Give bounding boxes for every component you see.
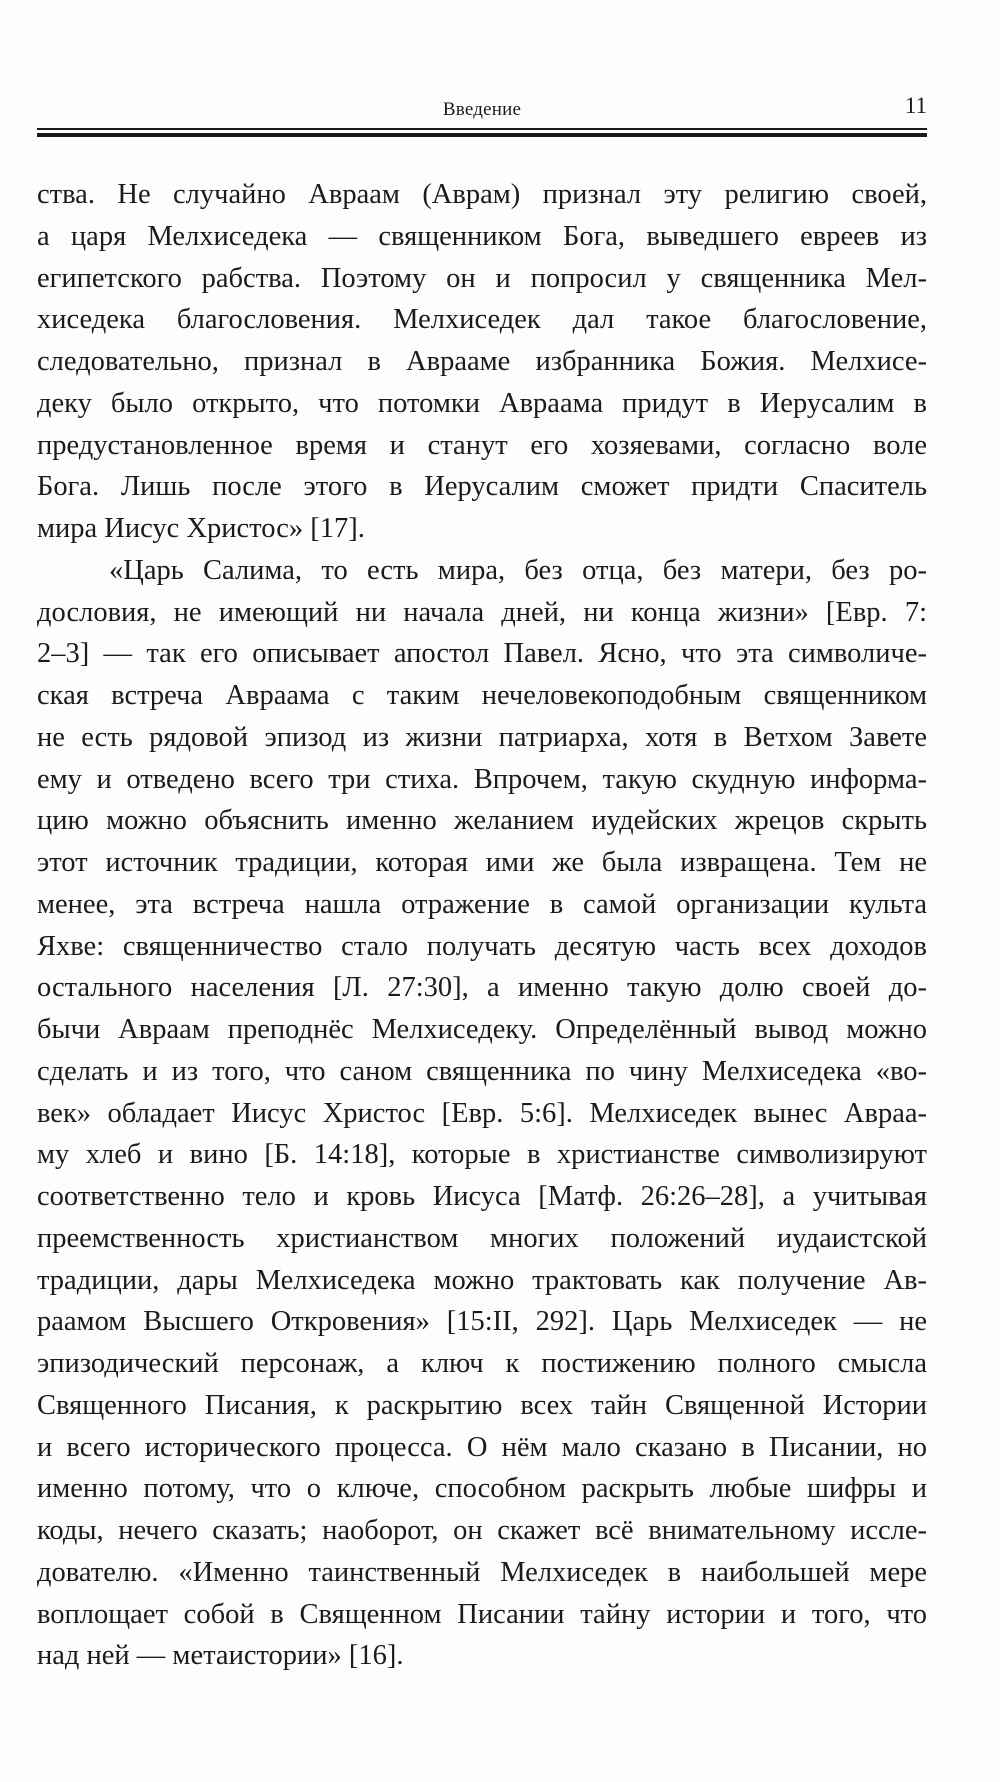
running-head bbox=[37, 93, 927, 121]
text-line: му хлеб и вино [Б. 14:18], которые в христианстве символизируют bbox=[37, 1139, 927, 1171]
text-line: дователю. «Именно таинственный Мелхиседек в наибольшей мере bbox=[37, 1556, 927, 1588]
text-line: раамом Высшего Откровения» [15:II, 292]. Царь Мелхиседек — не bbox=[37, 1306, 927, 1338]
text-line: этот источник традиции, которая ими же была извращена. Тем не bbox=[37, 847, 927, 878]
text-line: Священного Писания, к раскрытию всех тайн Священной Истории bbox=[37, 1389, 927, 1421]
text-line: остального населения [Л. 27:30], а именно такую долю своей до- bbox=[37, 972, 927, 1004]
text-line: мира Иисус Христос» [17]. bbox=[37, 513, 365, 544]
text-line: эпизодический персонаж, а ключ к постижению полного смысла bbox=[37, 1348, 927, 1379]
text-line: «Царь Салима, то есть мира, без отца, без матери, без ро- bbox=[109, 554, 927, 586]
text-line: не есть рядовой эпизод из жизни патриарха, хотя в Ветхом Завете bbox=[37, 721, 927, 753]
text-line: ская встреча Авраама с таким нечеловекоподобным священником bbox=[37, 680, 927, 711]
text-line: именно потому, что о ключе, способном раскрыть любые шифры и bbox=[37, 1473, 927, 1505]
section-title: Введение bbox=[442, 99, 522, 120]
text-line: Бога. Лишь после этого в Иерусалим сможет придти Спаситель bbox=[37, 471, 927, 503]
text-line: предустановленное время и станут его хозяевами, согласно воле bbox=[37, 429, 927, 461]
text-line: ему и отведено всего три стиха. Впрочем, такую скудную информа- bbox=[37, 763, 927, 795]
text-line: менее, эта встреча нашла отражение в самой организации культа bbox=[37, 888, 927, 920]
text-line: соответственно тело и кровь Иисуса [Матф. 26:26–28], а учитывая bbox=[37, 1181, 927, 1212]
text-line: сделать и из того, что саном священника по чину Мелхиседека «во- bbox=[37, 1055, 927, 1087]
text-line: следовательно, признал в Аврааме избранника Божия. Мелхисе- bbox=[37, 346, 927, 377]
text-line: век» обладает Иисус Христос [Евр. 5:6]. Мелхиседек вынес Авраа- bbox=[37, 1097, 927, 1129]
text-line: деку было открыто, что потомки Авраама придут в Иерусалим в bbox=[37, 387, 927, 419]
header-rule-thick bbox=[37, 133, 927, 137]
text-line: дословия, не имеющий ни начала дней, ни конца жизни» [Евр. 7: bbox=[37, 596, 927, 628]
text-line: традиции, дары Мелхиседека можно трактовать как получение Ав- bbox=[37, 1264, 927, 1296]
body-text bbox=[37, 174, 927, 1677]
text-line: 2–3] — так его описывает апостол Павел. Ясно, что эта символиче- bbox=[37, 638, 927, 670]
text-line: воплощает собой в Священном Писании тайну истории и того, что bbox=[37, 1598, 927, 1630]
text-line: цию можно объяснить именно желанием иудейских жрецов скрыть bbox=[37, 805, 927, 837]
text-line: над ней — метаистории» [16]. bbox=[37, 1640, 404, 1672]
text-line: и всего исторического процесса. О нём мало сказано в Писании, но bbox=[37, 1431, 927, 1463]
text-line: египетского рабства. Поэтому он и попросил у священника Мел- bbox=[37, 262, 927, 294]
text-line: а царя Мелхиседека — священником Бога, выведшего евреев из bbox=[37, 220, 927, 252]
text-line: хиседека благословения. Мелхиседек дал такое благословение, bbox=[37, 304, 927, 336]
page-number: 11 bbox=[904, 93, 927, 118]
text-line: ства. Не случайно Авраам (Аврам) признал эту религию своей, bbox=[37, 179, 927, 210]
text-line: Яхве: священничество стало получать десятую часть всех доходов bbox=[37, 930, 927, 962]
text-line: бычи Авраам преподнёс Мелхиседеку. Определённый вывод можно bbox=[37, 1014, 927, 1045]
header-rule-thin bbox=[37, 128, 927, 130]
text-line: преемственность христианством многих положений иудаистской bbox=[37, 1222, 927, 1254]
text-line: коды, нечего сказать; наоборот, он скажет всё внимательному иссле- bbox=[37, 1515, 927, 1546]
